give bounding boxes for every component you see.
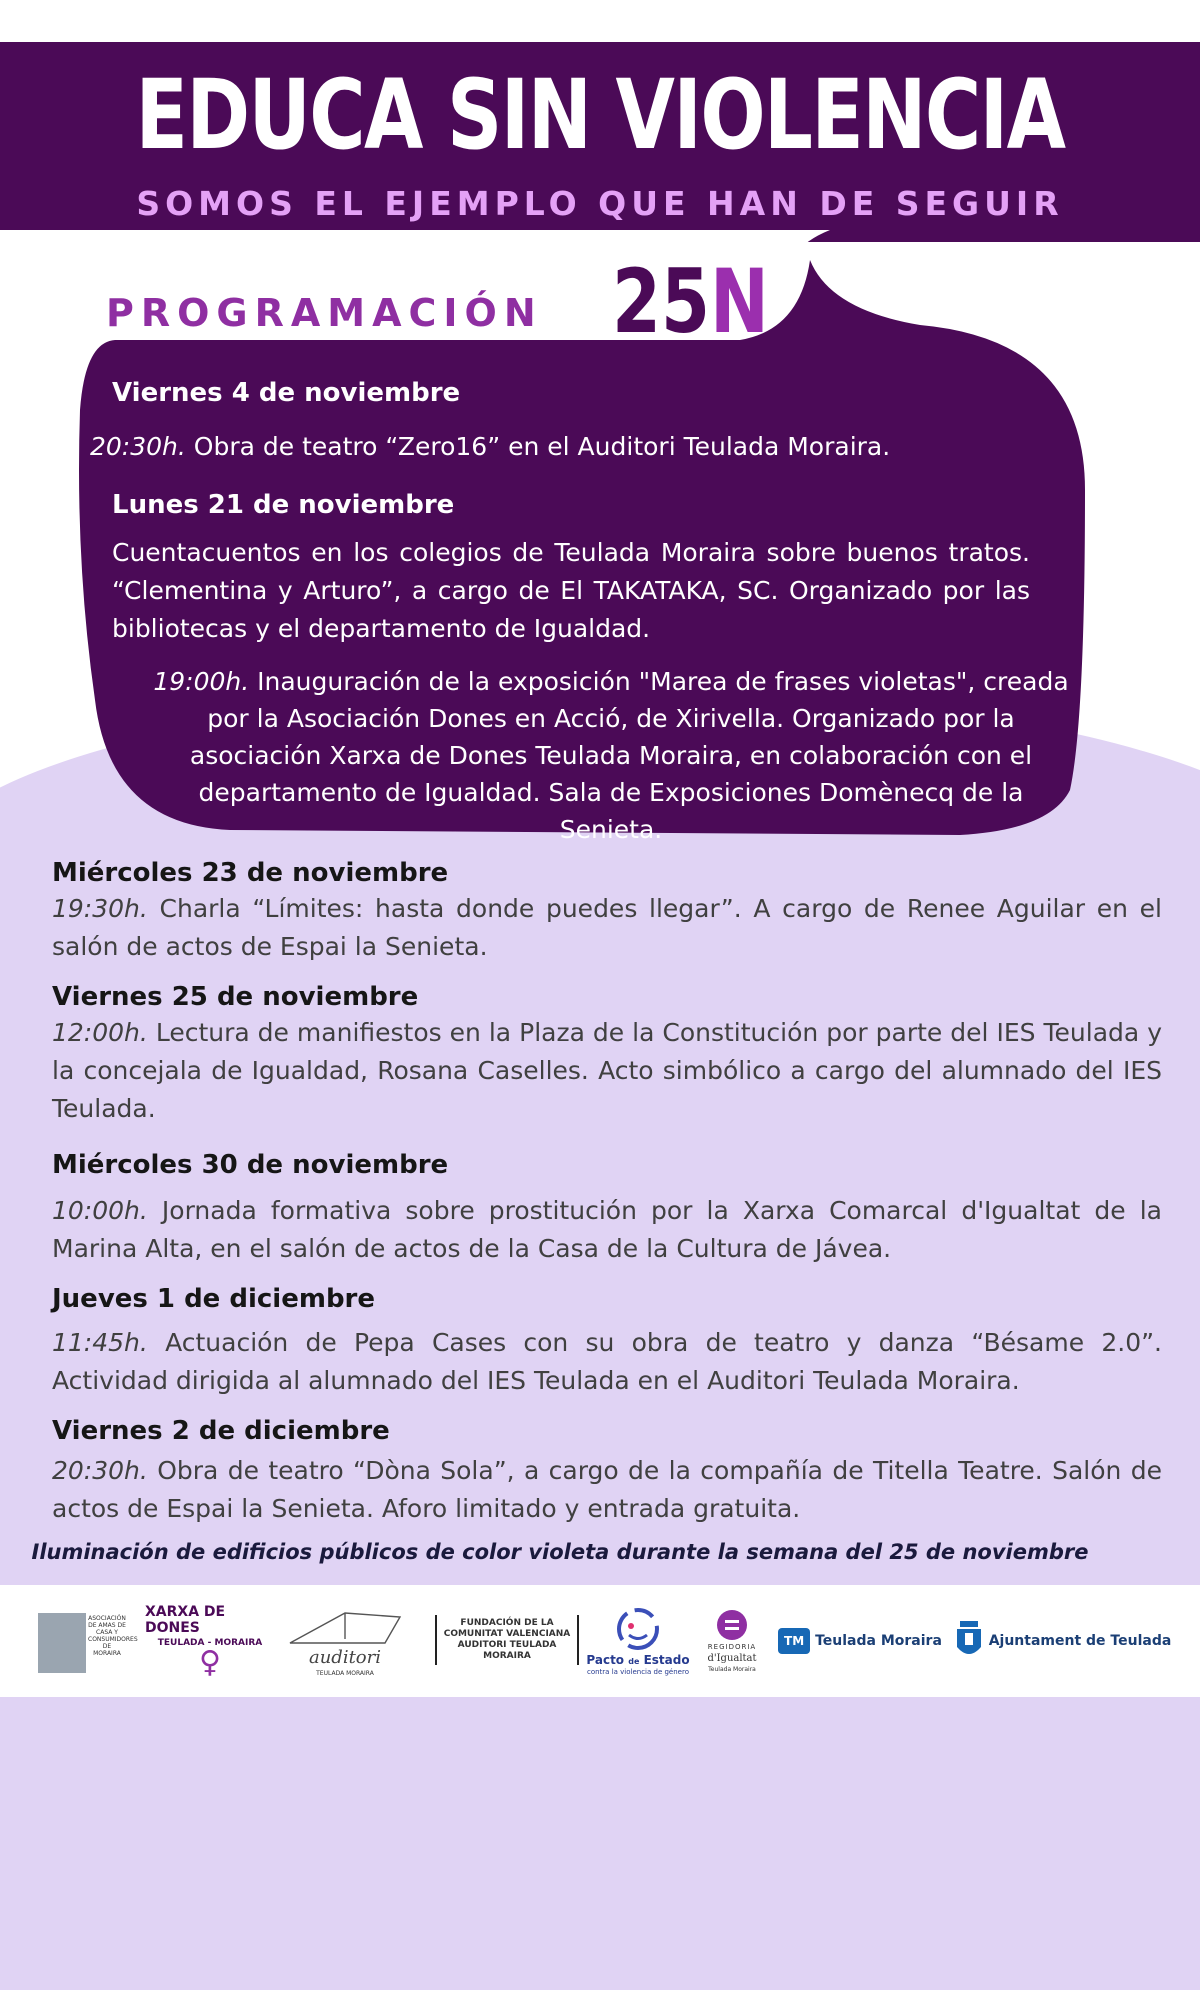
event-day: Viernes 2 de diciembre [52, 1416, 390, 1446]
event-text: Obra de teatro “Dòna Sola”, a cargo de la compañía de Titella Teatre. Salón de actos de Espai la Senieta. Aforo limitado y entrada gratuita. [52, 1456, 1162, 1523]
regidoria-logo [697, 1603, 767, 1679]
event-1 [90, 376, 1012, 466]
event-day: Miércoles 30 de noviembre [52, 1150, 449, 1180]
pacto-sub: contra la violencia de género [586, 1667, 689, 1676]
header-banner [0, 42, 1200, 242]
ajuntament-logo [950, 1603, 1175, 1679]
pacto-name [586, 1653, 689, 1667]
estado-word: Estado [643, 1652, 690, 1667]
event-text: Jornada formativa sobre prostitución por la Xarxa Comarcal d'Igualtat de la Marina Alta, en el salón de actos de la Casa de la Cultura de Jávea. [52, 1196, 1162, 1263]
pacto-de: de [628, 1656, 640, 1666]
event-3 [150, 663, 1072, 848]
programacion-number: 25 [612, 250, 710, 353]
event-time: 19:30h. [52, 894, 148, 923]
event-time: 10:00h. [52, 1196, 148, 1225]
footer-note: Iluminación de edificios públicos de color violeta durante la semana del 25 de noviembre [31, 1540, 1089, 1564]
asociacion-name: ASOCIACIÓN DE AMAS DE CASA Y CONSUMIDORES DE MORAIRA [88, 1615, 138, 1657]
auditori-building-icon [285, 1603, 405, 1647]
teulada-name: Teulada Moraira [815, 1633, 942, 1649]
asociacion-logo [38, 1613, 138, 1673]
event-text: Inauguración de la exposición "Marea de frases violetas", creada por la Asociación Dones en Acció, de Xirivella. Organizado por la asociación Xarxa de Dones Teulada Moraira, en colaboración con el departamento de Igualdad. Sala de Exposiciones Domènecq de la Senieta. [189, 667, 1069, 844]
event-text-wrap [52, 1324, 1162, 1400]
coat-of-arms-icon [954, 1619, 984, 1663]
event-text: Obra de teatro “Zero16” en el Auditori Teulada Moraira. [185, 432, 891, 461]
event-text: Actuación de Pepa Cases con su obra de teatro y danza “Bésame 2.0”. Actividad dirigida al alumnado del IES Teulada en el Auditori Teulada Moraira. [52, 1328, 1162, 1395]
event-text-wrap [52, 1452, 1162, 1528]
regidoria-line-2: d'Igualtat [707, 1652, 757, 1664]
event-time: 11:45h. [52, 1328, 148, 1357]
event-7 [52, 1282, 1162, 1400]
event-day: Viernes 25 de noviembre [52, 982, 419, 1012]
page-subtitle: SOMOS EL EJEMPLO QUE HAN DE SEGUIR [136, 184, 1064, 223]
fundacion-line-2: COMUNITAT VALENCIANA [443, 1629, 571, 1639]
event-day: Jueves 1 de diciembre [52, 1284, 376, 1314]
event-text: Lectura de manifiestos en la Plaza de la Constitución por parte del IES Teulada y la concejala de Igualdad, Rosana Caselles. Acto simbólico a cargo del alumnado del IES Teulada. [52, 1018, 1162, 1123]
programacion-25n [612, 252, 769, 352]
pacto-word: Pacto [586, 1652, 625, 1667]
event-text-wrap [52, 890, 1162, 966]
auditori-name: auditori [308, 1647, 382, 1668]
event-time: 20:30h. [52, 1456, 148, 1485]
regidoria-line-1: REGIDORIA [707, 1642, 757, 1651]
auditori-logo [280, 1603, 410, 1679]
event-day: Miércoles 23 de noviembre [52, 858, 449, 888]
auditori-sub: TEULADA MORAIRA [316, 1670, 374, 1677]
event-6 [52, 1148, 1162, 1268]
teulada-moraira-logo [775, 1603, 945, 1679]
xarxa-title: XARXA DE DONES [145, 1604, 226, 1636]
event-2 [112, 488, 1030, 648]
event-5 [52, 980, 1162, 1128]
programacion-label: PROGRAMACIÓN [106, 291, 543, 335]
venus-icon: ♀ [199, 1645, 221, 1680]
pacto-estado-logo [583, 1603, 693, 1679]
asociacion-text-box [86, 1613, 138, 1673]
page-title: EDUCA SIN VIOLENCIA [135, 59, 1065, 171]
programacion-letter: N [709, 250, 769, 353]
equality-icon [715, 1608, 749, 1642]
pacto-ring-icon [614, 1605, 662, 1653]
xarxa-dones-logo [145, 1603, 275, 1679]
ajuntament-name: Ajuntament de Teulada [988, 1633, 1172, 1649]
fundacion-line-1: FUNDACIÓN DE LA [460, 1618, 554, 1628]
regidoria-line-3: Teulada Moraira [708, 1665, 756, 1673]
event-time: 12:00h. [52, 1018, 148, 1047]
event-text-wrap [90, 428, 1012, 466]
event-8 [52, 1414, 1162, 1528]
event-text-wrap [52, 1192, 1162, 1268]
event-4 [52, 856, 1162, 966]
event-day: Lunes 21 de noviembre [112, 490, 455, 520]
event-time: 19:00h. [153, 667, 250, 696]
fundacion-line-3: AUDITORI TEULADA MORAIRA [457, 1640, 557, 1661]
event-text-wrap [52, 1014, 1162, 1128]
xarxa-sub: TEULADA - MORAIRA [157, 1638, 263, 1648]
tm-icon: TM [778, 1628, 810, 1654]
event-text-wrap [150, 663, 1072, 848]
event-text: Cuentacuentos en los colegios de Teulada Moraira sobre buenos tratos. “Clementina y Arturo”, a cargo de El TAKATAKA, SC. Organizado por las bibliotecas y el departamento de Igualdad. [112, 538, 1030, 643]
fundacion-logo [435, 1615, 579, 1665]
event-day: Viernes 4 de noviembre [112, 378, 461, 408]
event-text: Charla “Límites: hasta donde puedes llegar”. A cargo de Renee Aguilar en el salón de actos de Espai la Senieta. [52, 894, 1162, 961]
event-time: 20:30h. [90, 432, 186, 461]
sponsor-logos [0, 1585, 1200, 1697]
